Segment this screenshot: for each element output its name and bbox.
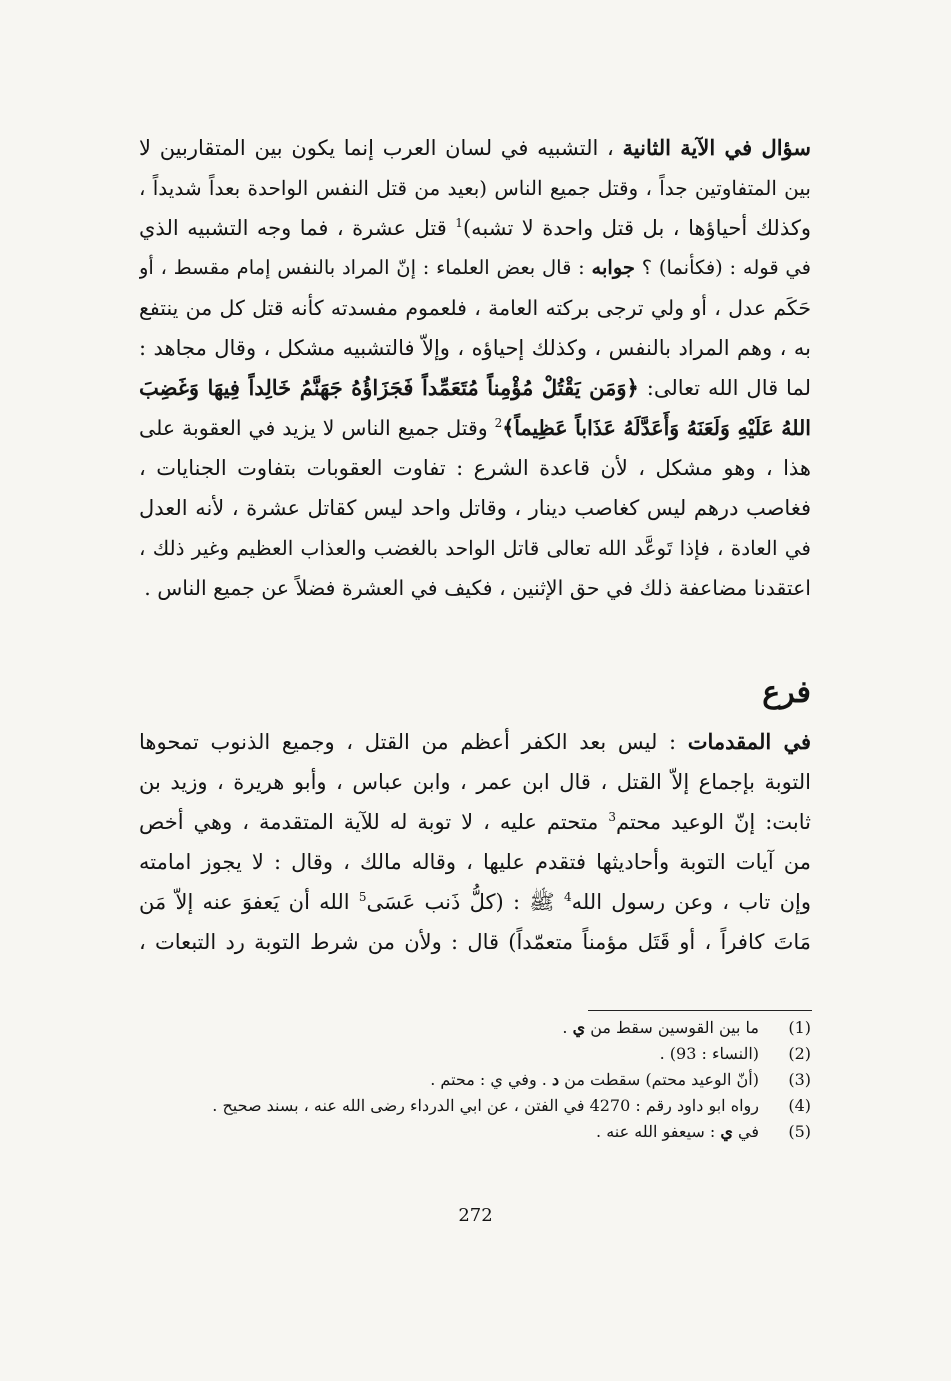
section-paragraph: [139, 722, 811, 962]
question-paragraph: [139, 128, 811, 608]
text-line: به ، وهم المراد بالنفس ، وكذلك إحياؤه ، وإلاّ فالتشبيه مشكل ، وقال مجاهد :: [139, 336, 811, 360]
text-line: لما قال الله تعالى: ﴿وَمَن يَقْتُلْ مُؤْمِناً مُتَعَمِّداً فَجَزَاؤُهُ جَهَنَّمُ خَالِداً فِيهَا وَغَضِبَ: [139, 375, 811, 400]
footnote-number: (1): [788, 1018, 811, 1037]
footnote-ref: 3: [608, 810, 616, 824]
text-line: فغاصب درهم ليس كغاصب دينار ، وقاتل واحد ليس كقاتل عشرة ، لأنه العدل: [139, 496, 811, 520]
text-line: سؤال في الآية الثانية ، التشبيه في لسان العرب إنما يكون بين المتقاربين لا: [139, 135, 811, 160]
footnote-divider: [588, 1010, 812, 1011]
text-line: وكذلك أحياؤها ، بل قتل واحدة لا تشبه)$^1$ قتل عشرة ، فما وجه التشبيه الذي: [139, 216, 811, 240]
footnote-ref: 5: [358, 890, 367, 904]
footnote-number: (2): [788, 1044, 811, 1063]
footnote: (5)في ي : سيعفو الله عنه .: [131, 1119, 811, 1145]
footnote-ref: 1: [455, 216, 463, 230]
footnote-number: (4): [788, 1096, 811, 1115]
text-line: حَكَم عدل ، أو ولي ترجى بركته العامة ، فلعموم مفسدته كأنه قتل كل من ينتفع: [139, 296, 811, 320]
footnotes: [131, 1015, 811, 1145]
text-line: اعتقدنا مضاعفة ذلك في حق الإثنين ، فكيف في العشرة فضلاً عن جميع الناس .: [144, 576, 811, 600]
text-line: في قوله : (فكأنما) ؟ جوابه : قال بعض العلماء : إنّ المراد بالنفس إمام مقسط ، أو: [139, 256, 811, 279]
footnote-ref: 2: [494, 416, 503, 431]
footnote-number: (5): [788, 1122, 811, 1141]
text-line: التوبة بإجماع إلاّ القتل ، قال ابن عمر ، وابن عباس ، وأبو هريرة ، وزيد بن: [139, 770, 811, 794]
footnote: (2)(النساء : 93) .: [131, 1041, 811, 1067]
footnote: (4)رواه ابو داود رقم : 4270 في الفتن ، عن ابي الدرداء رضى الله عنه ، بسند صحيح .: [131, 1093, 811, 1119]
text-line: بين المتفاوتين جداً ، وقتل جميع الناس (بعيد من قتل النفس الواحدة بعداً شديداً ،: [139, 176, 811, 200]
text-line: من آيات التوبة وأحاديثها فتقدم عليها ، وقاله مالك ، وقال : لا يجوز امامته: [139, 850, 811, 874]
section-label-question: سؤال في الآية الثانية: [622, 135, 811, 160]
section-heading: فرع: [762, 675, 811, 710]
text-line: في العادة ، فإذا تَوعَّد الله تعالى قاتل الواحد بالغضب والعذاب العظيم وغير ذلك ،: [139, 536, 811, 560]
source-label: في المقدمات: [687, 729, 811, 754]
footnote-number: (3): [788, 1070, 811, 1089]
section-label-answer: جوابه: [591, 256, 635, 279]
footnote: (3)(أنّ الوعيد محتم) سقطت من د . وفي ي : محتم .: [131, 1067, 811, 1093]
quran-verse: ﴿وَمَن يَقْتُلْ مُؤْمِناً مُتَعَمِّداً فَجَزَاؤُهُ جَهَنَّمُ خَالِداً فِيهَا وَغَضِبَ: [139, 375, 639, 400]
quran-verse: اللهُ عَلَيْهِ وَلَعَنَهُ وَأَعَدَّلَهُ عَذَاباً عَظِيماً﴾: [502, 416, 811, 440]
text-line: في المقدمات : ليس بعد الكفر أعظم من القتل ، وجميع الذنوب تمحوها: [139, 729, 811, 754]
text-line: مَاتَ كافراً ، أو قَتَل مؤمناً متعمّداً) قال : ولأن من شرط التوبة رد التبعات ،: [139, 930, 811, 954]
text-line: وإن تاب ، وعن رسول الله$^4$ ﷺ : (كلُّ ذَنب عَسَى$^5$ الله أن يَعفوَ عنه إلاّ مَن: [139, 890, 811, 914]
footnote-ref: 4: [563, 890, 572, 904]
page-number: 272: [458, 1205, 493, 1226]
text-line: ثابت: إنّ الوعيد محتم$^3$ متحتم عليه ، لا توبة له للآية المتقدمة ، وهي أخص: [139, 810, 811, 834]
text-line: هذا ، وهو مشكل ، لأن قاعدة الشرع : تفاوت العقوبات بتفاوت الجنايات ،: [139, 456, 811, 480]
footnote: (1)ما بين القوسين سقط من ي .: [131, 1015, 811, 1041]
text-line: اللهُ عَلَيْهِ وَلَعَنَهُ وَأَعَدَّلَهُ عَذَاباً عَظِيماً﴾$^2$ وقتل جميع الناس لا يزيد في العقوبة على: [139, 416, 811, 440]
